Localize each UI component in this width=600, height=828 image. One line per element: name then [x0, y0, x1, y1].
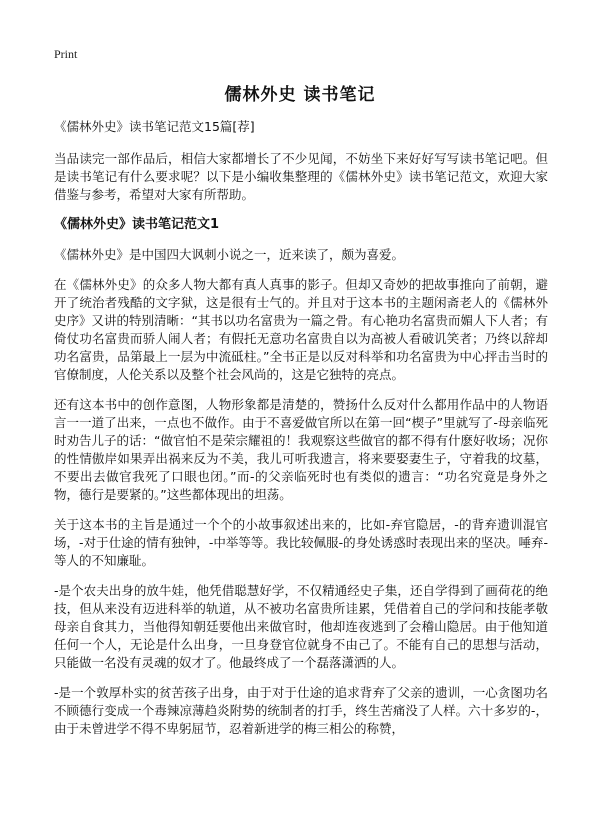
body-paragraph: -是一个敦厚朴实的贫苦孩子出身，由于对于仕途的追求背弃了父亲的遗训，一心贪图功名不顾德行变成一个毒辣凉薄趋炎附势的统制者的打手，终生苦痛没了人样。六十多岁的-，由于未曾进学不得不卑躬屈节，忍着新进学的梅三相公的称赞， [54, 685, 548, 736]
section-heading: 《儒林外史》读书笔记范文1 [54, 217, 220, 232]
document-subtitle: 《儒林外史》读书笔记范文15篇[荐] [54, 119, 255, 134]
document-body [54, 118, 548, 750]
body-paragraph: 还有这本书中的创作意图，人物形象都是清楚的，赞扬什么反对什么都用作品中的人物语言一一道了出来，一点也不做作。由于不喜爱做官所以在第一回“楔子”里就写了-母亲临死时劝告儿子的话：“做官怕不是荣宗耀祖的！我观察这些做官的都不得有什麽好收场；况你的性情傲岸如果弄出祸来反为不美，我儿可听我遗言，将来要娶妻生子，守着我的坟墓，不要出去做官我死了口眼也闭。”而-的父亲临死时也有类似的遗言：“功名究竟是身外之物，德行是要紧的。”这些都体现出的坦荡。 [54, 397, 548, 502]
body-paragraph: 《儒林外史》是中国四大讽刺小说之一，近来读了，颇为喜爱。 [54, 247, 405, 262]
body-paragraph: -是个农夫出身的放牛娃，他凭借聪慧好学，不仅精通经史子集，还自学得到了画荷花的绝技，但从来没有迈进科举的轨道，从不被功名富贵所诖累，凭借着自己的学问和技能孝敬母亲自食其力，当他得知朝廷要他出来做官时，他却连夜逃到了会稽山隐居。由于他知道任何一个人，无论是什么出身，一旦身登官位就身不由己了。不能有自己的思想与活动，只能做一名没有灵魂的奴才了。他最终成了一个磊落潇洒的人。 [54, 583, 548, 670]
body-paragraph: 在《儒林外史》的众多人物大都有真人真事的影子。但却又奇妙的把故事推向了前朝，避开了统治者残酷的文字狱，这是很有士气的。并且对于这本书的主题闲斋老人的《儒林外史序》又讲的特别清晰：“其书以功名富贵为一篇之骨。有心艳功名富贵而媚人下人者；有倚仗功名富贵而骄人闹人者；有假托无意功名富贵自以为高被人看破讥笑者；乃终以辞却功名富贵，品第最上一层为中流砥柱。”全书正是以反对科举和功名富贵为中心抨击当时的官僚制度，人伦关系以及整个社会风尚的，这是它独特的亮点。 [54, 277, 548, 382]
print-label: Print [54, 47, 78, 61]
page-title: 儒林外史 读书笔记 [224, 85, 376, 105]
body-paragraph: 关于这本书的主旨是通过一个个的小故事叙述出来的，比如-弃官隐居，-的背弃遗训混官场，-对于仕途的情有独钟，-中举等等。我比较佩服-的身处诱惑时表现出来的坚决。唾弃-等人的不知廉耻。 [54, 517, 548, 568]
intro-paragraph: 当品读完一部作品后，相信大家都增长了不少见闻，不妨坐下来好好写写读书笔记吧。但是读书笔记有什么要求呢？以下是小编收集整理的《儒林外史》读书笔记范文，欢迎大家借鉴与参考，希望对大家有所帮助。 [54, 151, 548, 202]
